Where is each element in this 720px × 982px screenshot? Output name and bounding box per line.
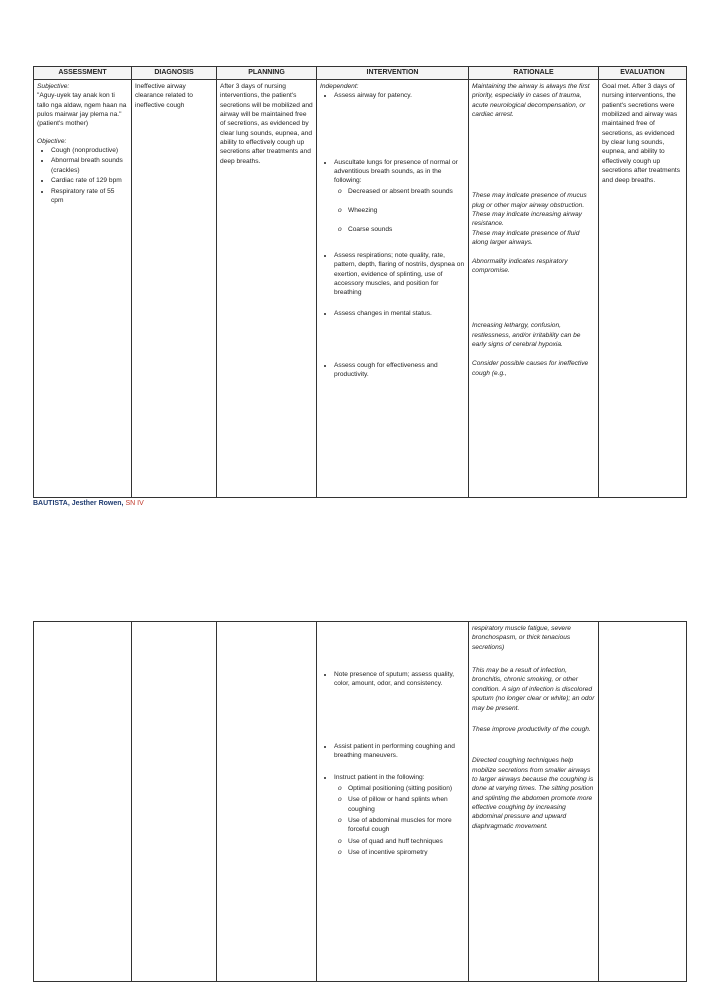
rationale-text: These improve productivity of the cough. [472,725,591,733]
rationale-text: Directed coughing techniques help mobilize secretions from smaller airways to larger airways because the coughing is done at varying times. The sitting position and splinting the abdomen promote more effective coughing by increasing abdominal pressure and upward diaphragmatic movement. [472,757,594,830]
intervention-item: • Note presence of sputum; assess quality, color, amount, odor, and consistency. [334,670,465,689]
header-evaluation: EVALUATION [599,67,687,80]
intervention-item [334,158,465,235]
diagnosis-cell: Ineffective airway clearance related to ineffective cough [132,79,217,497]
care-plan-table-page1 [33,66,687,498]
intervention-text: Instruct patient in the following: [334,774,425,782]
intervention-list [320,309,465,318]
header-diagnosis: DIAGNOSIS [132,67,217,80]
care-plan-table-page2 [33,621,687,982]
intervention-item: • Assess airway for patency. [334,91,465,100]
care-plan-row [34,622,687,982]
intervention-list [320,361,465,380]
intervention-item: • Assist patient in performing coughing and breathing maneuvers. [334,742,465,761]
intervention-list [320,158,465,235]
objective-item: • Respiratory rate of 55 cpm [51,187,128,206]
objective-item: • Cough (nonproductive) [51,146,128,155]
objective-label: Objective: [37,137,67,145]
intervention-label: Independent: [320,82,359,90]
rationale-text: Increasing lethargy, confusion, restlessness, and/or irritability can be early signs of cerebral hypoxia. [472,322,581,348]
rationale-cell [469,622,599,982]
author-signature [33,500,144,507]
intervention-list [320,91,465,100]
objective-item: • Cardiac rate of 129 bpm [51,176,128,185]
intervention-subitem: o Use of quad and huff techniques [348,837,465,846]
intervention-subitem: o Use of abdominal muscles for more forceful cough [348,816,465,835]
intervention-subitem: o Wheezing [348,206,465,215]
intervention-list [320,773,465,857]
objective-list [37,146,128,205]
rationale-text: This may be a result of infection, bronchitis, chronic smoking, or other condition. A sign of infection is discolored sputum (no longer clear or white); an odor may be present. [472,667,595,712]
intervention-subitem: o Coarse sounds [348,225,465,234]
intervention-subitem: o Use of incentive spirometry [348,848,465,857]
intervention-list [320,742,465,761]
subjective-text: "Aguy-uyek tay anak kon ti tallo nga aldaw, ngem haan na pulos mairwar jay plema na." (patient's mother) [37,92,127,128]
intervention-subitem: o Optimal positioning (sitting position) [348,784,465,793]
header-assessment: ASSESSMENT [34,67,132,80]
intervention-cell [317,622,469,982]
rationale-text: These may indicate increasing airway resistance. [472,211,582,228]
author-title: SN IV [125,500,144,507]
header-row [34,67,687,80]
header-planning: PLANNING [217,67,317,80]
intervention-list [320,670,465,689]
intervention-item [334,773,465,857]
intervention-text: Auscultate lungs for presence of normal or adventitious breath sounds, as in the following: [334,158,458,185]
assessment-cell [34,622,132,982]
intervention-subitem: o Use of pillow or hand splints when coughing [348,795,465,814]
rationale-text: respiratory muscle fatigue, severe bronchospasm, or thick tenacious secretions) [472,625,571,651]
planning-cell [217,622,317,982]
intervention-subitem: o Decreased or absent breath sounds [348,187,465,196]
subjective-label: Subjective: [37,82,70,90]
rationale-text: Abnormality indicates respiratory compromise. [472,257,568,274]
rationale-text: These may indicate presence of fluid along larger airways. [472,229,580,247]
intervention-item: • Assess changes in mental status. [334,309,465,318]
objective-item: • Abnormal breath sounds (crackles) [51,156,128,175]
rationale-text: These may indicate presence of mucus plug or other major airway obstruction. [472,192,587,209]
evaluation-cell: Goal met. After 3 days of nursing interventions, the patient's secretions were mobilized and airway was maintained free of secretions, as evidenced by clear lung sounds, eupnea, and ability to effectively cough up secretions after treatments and deep breaths. [599,79,687,497]
assessment-cell [34,79,132,497]
planning-cell: After 3 days of nursing interventions, the patient's secretions will be mobilized and airway will be maintained free of secretions, as evidenced by clear lung sounds, eupnea, and ability to effectively cough up secretions after treatments and deep breaths. [217,79,317,497]
intervention-list [320,251,465,298]
diagnosis-cell [132,622,217,982]
intervention-cell [317,79,469,497]
care-plan-row [34,79,687,497]
author-name: BAUTISTA, Jesther Rowen, [33,500,124,507]
intervention-item: • Assess cough for effectiveness and productivity. [334,361,465,380]
header-intervention: INTERVENTION [317,67,469,80]
intervention-sublist [334,784,465,858]
intervention-sublist [334,187,465,235]
intervention-item: • Assess respirations; note quality, rate, pattern, depth, flaring of nostrils, dyspnea on exertion, evidence of splinting, use of accessory muscles, and position for breathing [334,251,465,298]
rationale-cell [469,79,599,497]
rationale-text: Consider possible causes for ineffective cough (e.g., [472,360,589,377]
header-rationale: RATIONALE [469,67,599,80]
evaluation-cell [599,622,687,982]
rationale-text: Maintaining the airway is always the first priority, especially in cases of trauma, acute neurological decompensation, or cardiac arrest. [472,82,590,119]
